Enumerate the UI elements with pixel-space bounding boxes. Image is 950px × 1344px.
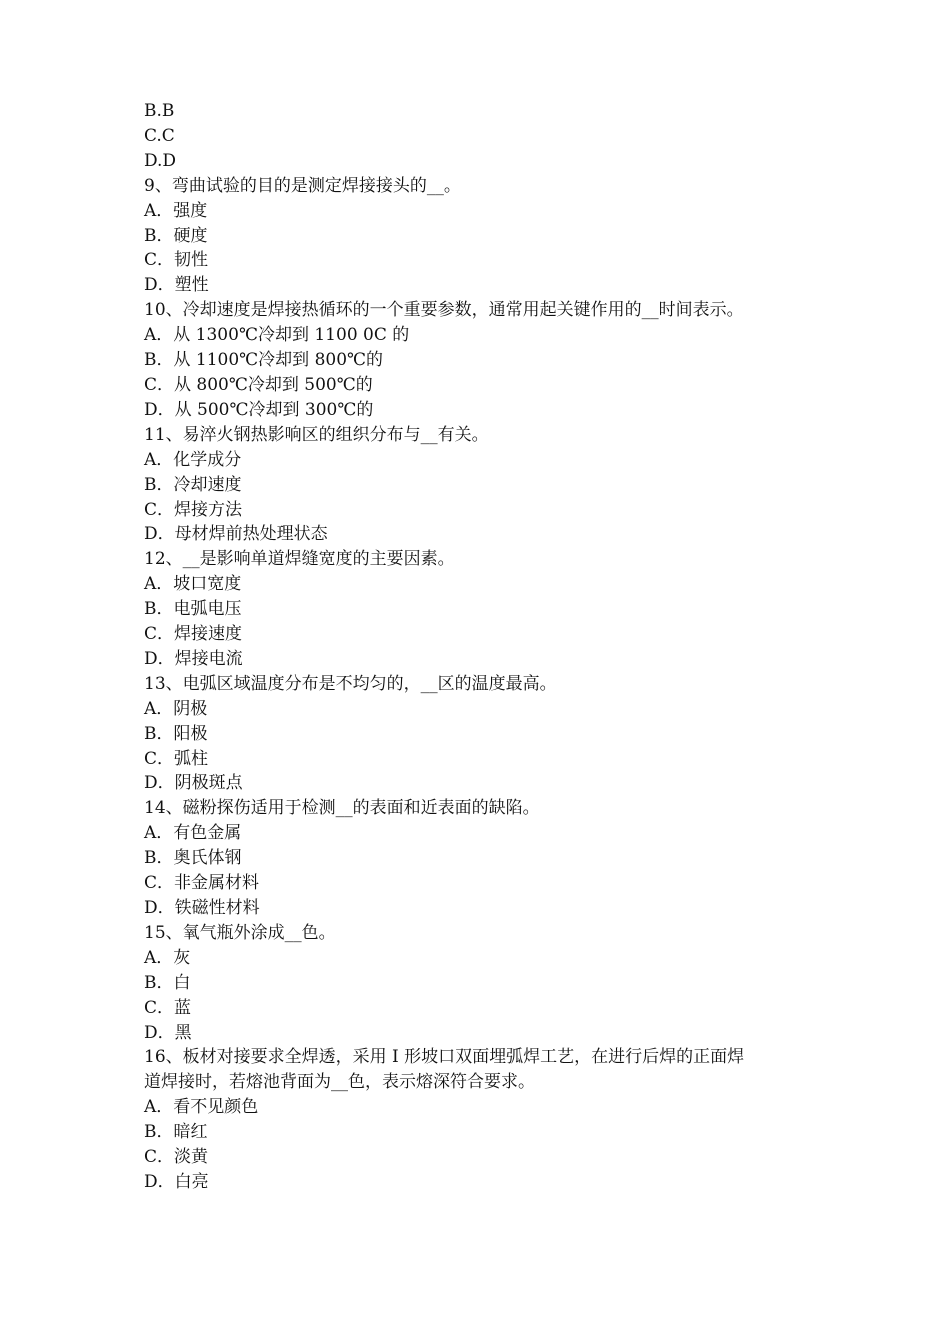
answer-option: B．电弧电压 [144,599,242,620]
answer-option: B．从 1100℃冷却到 800℃的 [144,350,384,371]
answer-option: D．阴极斑点 [144,773,243,794]
answer-option: D.D [144,150,177,171]
answer-option: D．从 500℃冷却到 300℃的 [144,399,374,420]
question-stem: 14、磁粉探伤适用于检测__的表面和近表面的缺陷。 [144,798,540,819]
answer-option: C.C [144,125,175,146]
question-stem: 13、电弧区域温度分布是不均匀的，__区的温度最高。 [144,673,557,694]
answer-option: C．非金属材料 [144,873,260,894]
question-stem: 10、冷却速度是焊接热循环的一个重要参数，通常用起关键作用的__时间表示。 [144,300,744,321]
answer-option: C．淡黄 [144,1147,209,1168]
answer-option: A．从 1300℃冷却到 1100 0C 的 [144,325,410,346]
answer-option: D．母材焊前热处理状态 [144,524,328,545]
answer-option: C．焊接速度 [144,624,243,645]
answer-option: A．化学成分 [144,449,242,470]
answer-option: C．从 800℃冷却到 500℃的 [144,374,373,395]
answer-option: B．阳极 [144,723,208,744]
answer-option: A．看不见颜色 [144,1097,259,1118]
answer-option: C．韧性 [144,250,209,271]
answer-option: A．强度 [144,200,208,221]
answer-option: B．硬度 [144,225,208,246]
answer-option: B.B [144,101,175,121]
answer-option: D．铁磁性材料 [144,898,260,918]
answer-option: A．有色金属 [144,823,242,844]
answer-option: B．白 [144,972,191,993]
answer-option: D．黑 [144,1022,192,1043]
question-stem: 9、弯曲试验的目的是测定焊接接头的__。 [144,175,461,196]
answer-option: B．奥氏体钢 [144,848,242,869]
answer-option: C．弧柱 [144,748,209,769]
answer-option: A．坡口宽度 [144,574,242,595]
answer-option: B．暗红 [144,1122,208,1143]
answer-option: D．白亮 [144,1171,209,1192]
question-stem: 道焊接时，若熔池背面为__色，表示熔深符合要求。 [144,1072,535,1093]
answer-option: C．焊接方法 [144,499,243,520]
answer-option: A．灰 [144,947,191,968]
question-stem: 12、__是影响单道焊缝宽度的主要因素。 [144,549,455,570]
answer-option: B．冷却速度 [144,474,242,495]
question-text-block [144,99,824,1195]
question-stem: 15、氧气瓶外涂成__色。 [144,922,336,943]
question-stem: 11、易淬火钢热影响区的组织分布与__有关。 [144,424,489,445]
answer-option: C．蓝 [144,997,192,1018]
question-stem: 16、板材对接要求全焊透，采用 I 形坡口双面埋弧焊工艺，在进行后焊的正面焊 [144,1047,745,1068]
answer-option: D．塑性 [144,275,209,296]
answer-option: A．阴极 [144,698,208,719]
answer-option: D．焊接电流 [144,648,243,669]
